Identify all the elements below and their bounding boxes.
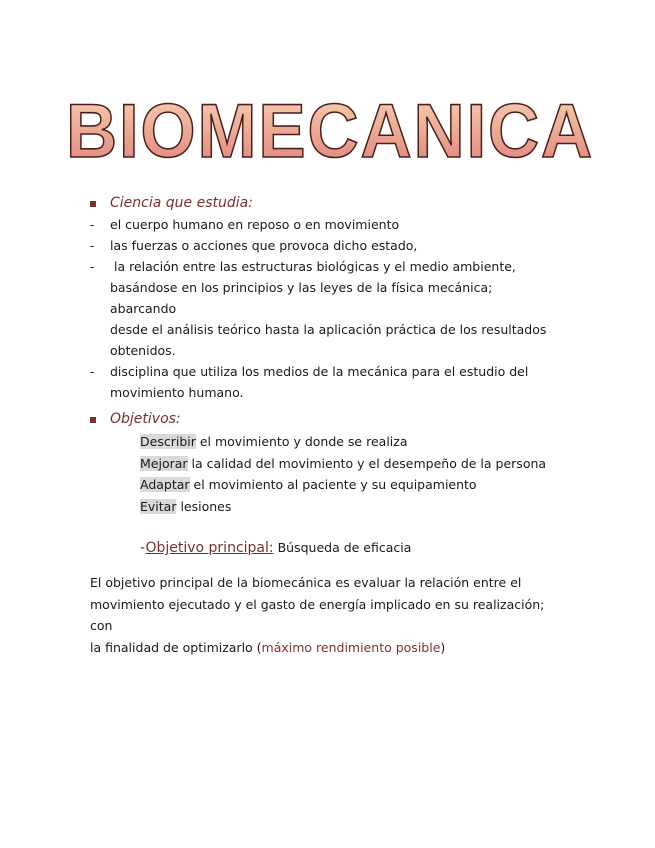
ciencia-heading — [90, 195, 550, 211]
title-wordart — [60, 96, 600, 166]
list-item: - la relación entre las estructuras biológicas y el medio ambiente, basándose en los principios y las leyes de la física mecánica; abarcando desde el análisis teórico hasta la aplicación práctica de los resultados obtenidos. — [90, 259, 547, 358]
objetivo-principal-value: Búsqueda de eficacia — [273, 540, 412, 555]
list-item: - disciplina que utiliza los medios de la mecánica para el estudio del movimiento humano. — [90, 364, 529, 400]
ciencia-list — [90, 214, 550, 403]
conclusion-paragraph: El objetivo principal de la biomecánica es evaluar la relación entre el movimiento ejecutado y el gasto de energía implicado en su realización; con la finalidad de optimizarlo (máximo rendimiento posible) — [90, 575, 545, 655]
ciencia-heading-text: Ciencia que estudia: — [110, 195, 253, 211]
objetivos-heading — [90, 411, 546, 427]
list-item: Mejorar la calidad del movimiento y el desempeño de la persona — [140, 455, 547, 471]
list-item: - las fuerzas o acciones que provoca dicho estado, — [90, 238, 418, 253]
highlighted-phrase: máximo rendimiento posible — [261, 639, 441, 655]
objetivos-heading-text: Objetivos: — [110, 411, 181, 427]
square-bullet-icon — [90, 201, 96, 207]
objetivos-section — [90, 411, 546, 556]
list-item: Describir el movimiento y donde se realiza — [140, 434, 408, 449]
list-item: Evitar lesiones — [140, 498, 232, 514]
page-title: BIOMECANICA — [66, 96, 594, 166]
objetivo-principal-label: Objetivo principal: — [145, 540, 274, 556]
square-bullet-icon — [90, 417, 96, 423]
objetivo-principal: -Objetivo principal: Búsqueda de eficacia — [140, 540, 412, 556]
list-item: - el cuerpo humano en reposo o en movimiento — [90, 217, 400, 232]
list-item: Adaptar el movimiento al paciente y su equipamiento — [140, 477, 477, 492]
objetivos-list — [90, 431, 546, 517]
ciencia-section — [90, 195, 550, 403]
